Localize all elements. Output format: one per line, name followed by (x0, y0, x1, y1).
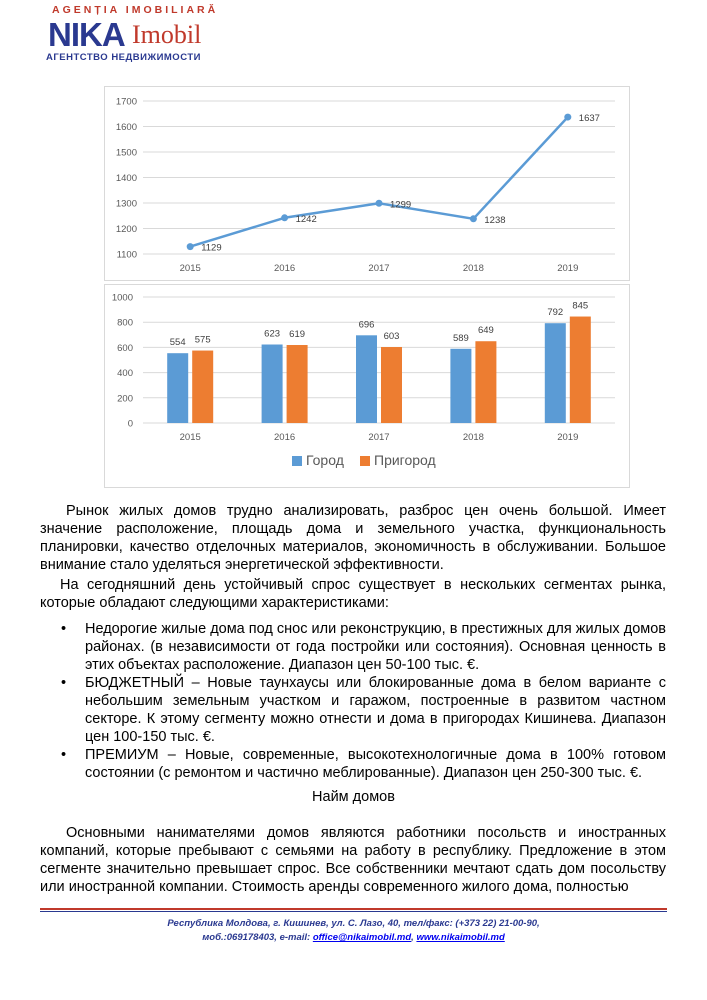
y-tick-label: 1500 (115, 147, 137, 159)
legend-label: Город (306, 452, 344, 468)
footer-address: Республика Молдова, г. Кишинев, ул. С. Лазо, 40, тел/факс: (+373 22) 21-00-90, (167, 918, 540, 929)
footer-divider-red (40, 908, 667, 910)
list-item (40, 674, 666, 746)
x-tick-label: 2019 (557, 432, 579, 443)
list-item (40, 620, 666, 674)
data-label: 623 (264, 328, 281, 340)
data-point (564, 114, 571, 121)
data-label: 792 (547, 307, 564, 319)
legend-label: Пригород (374, 452, 436, 468)
y-tick-label: 600 (117, 342, 133, 354)
bar (570, 317, 591, 423)
series-line (190, 117, 568, 247)
bar (381, 347, 402, 423)
list-item-text: ПРЕМИУМ – Новые, современные, высокотехнологичные дома в 100% готовом состоянии (с ремонтом и частично меблированные). Диапазон цен 250-300 тыс. €. (85, 747, 666, 781)
y-tick-label: 1600 (115, 122, 137, 133)
y-tick-label: 1300 (115, 198, 137, 210)
x-tick-label: 2015 (179, 432, 201, 443)
bullet-icon: • (61, 621, 67, 637)
data-label: 649 (477, 325, 494, 337)
footer (0, 917, 707, 945)
y-tick-label: 1200 (115, 224, 137, 235)
y-tick-label: 800 (117, 317, 133, 329)
data-label: 696 (358, 319, 375, 331)
paragraph-house-rental: Основными нанимателями домов являются работники посольств и иностранных компаний, которые пребывают с семьями на работу в республику. Предложение в этом сегменте значительно превышает спрос. Все собственники мечтают сдать дом посольству или иностранной компании. Стоимость аренды современного жилого дома, полностью (40, 825, 666, 895)
x-tick-label: 2017 (368, 432, 390, 443)
logo-bottom-line: АГЕНТСТВО НЕДВИЖИМОСТИ (46, 52, 201, 63)
segments-list (40, 620, 666, 782)
bar (475, 341, 496, 423)
y-tick-label: 400 (117, 368, 133, 380)
y-tick-label: 200 (117, 393, 133, 405)
data-point (376, 200, 383, 207)
data-label: 1238 (484, 214, 506, 226)
x-tick-label: 2018 (462, 263, 484, 274)
x-tick-label: 2018 (462, 432, 484, 443)
legend-swatch (360, 456, 370, 466)
data-label: 619 (289, 329, 306, 341)
data-label: 1242 (295, 213, 317, 225)
logo-brand-secondary: Imobil (132, 20, 202, 49)
data-label: 1129 (201, 242, 222, 254)
data-label: 575 (194, 334, 211, 346)
line-chart-svg (105, 87, 629, 280)
bullet-icon: • (61, 675, 67, 691)
x-tick-label: 2016 (274, 263, 296, 274)
section-heading: Найм домов (312, 789, 395, 805)
agency-logo (40, 4, 220, 66)
data-label: 589 (452, 332, 469, 344)
bar (192, 351, 213, 423)
data-point (281, 214, 288, 221)
y-tick-label: 1100 (116, 249, 137, 261)
x-tick-label: 2015 (179, 263, 201, 274)
email-link[interactable]: office@nikaimobil.md (312, 932, 412, 943)
y-tick-label: 1400 (115, 173, 137, 184)
bullet-icon: • (61, 747, 67, 763)
footer-separator: , (411, 932, 417, 943)
legend-swatch (292, 456, 302, 466)
y-tick-label: 1000 (111, 292, 133, 304)
bar (167, 353, 188, 423)
bar (262, 345, 283, 423)
footer-phone: моб.:069178403, e-mail: (202, 932, 313, 943)
data-point (187, 243, 194, 250)
logo-brand-main: NIKA (48, 16, 125, 53)
data-label: 1637 (578, 113, 600, 125)
footer-contacts (0, 931, 707, 945)
bar-chart (104, 284, 630, 488)
bar-chart-svg (105, 285, 629, 487)
bar (356, 335, 377, 423)
list-item-text: Недорогие жилые дома под снос или реконструкцию, в престижных для жилых домов районах. (в независимости от года постройки или состояния). Основная ценность в этих объектах расположение. Диапазон цен 50-100 тыс. €. (85, 621, 666, 673)
data-label: 554 (169, 337, 186, 349)
bar (545, 323, 566, 423)
paragraph-houses-market: Рынок жилых домов трудно анализировать, разброс цен очень большой. Имеет значение расположение, площадь дома и земельного участка, функциональность планировки, качество отделочных материалов, экономичность в обслуживании. Большое внимание стало уделяться энергетической эффективности. (40, 503, 666, 573)
data-point (470, 215, 477, 222)
bar (287, 345, 308, 423)
x-tick-label: 2016 (274, 432, 296, 443)
y-tick-label: 1700 (115, 96, 137, 108)
website-link[interactable]: www.nikaimobil.md (416, 932, 505, 943)
y-tick-label: 0 (127, 418, 133, 430)
paragraph-segments-intro: На сегодняшний день устойчивый спрос существует в нескольких сегментах рынка, которые обладают следующими характеристиками: (40, 577, 666, 611)
x-tick-label: 2019 (557, 263, 579, 274)
logo-top-line: AGENȚIA IMOBILIARĂ (52, 4, 219, 16)
list-item-text: БЮДЖЕТНЫЙ – Новые таунхаусы или блокированные дома в белом варианте с небольшим земельным участком и гаражом, построенные в развитом частном секторе. К этому сегменту можно отнести и дома в пригородах Кишинева. Диапазон цен 100-150 тыс. €. (85, 675, 666, 745)
x-tick-label: 2017 (368, 263, 390, 274)
line-chart (104, 86, 630, 281)
footer-divider-blue (40, 911, 667, 912)
data-label: 603 (383, 331, 400, 343)
list-item (40, 746, 666, 782)
bar (450, 349, 471, 423)
data-label: 845 (572, 300, 589, 312)
data-label: 1299 (390, 199, 412, 211)
